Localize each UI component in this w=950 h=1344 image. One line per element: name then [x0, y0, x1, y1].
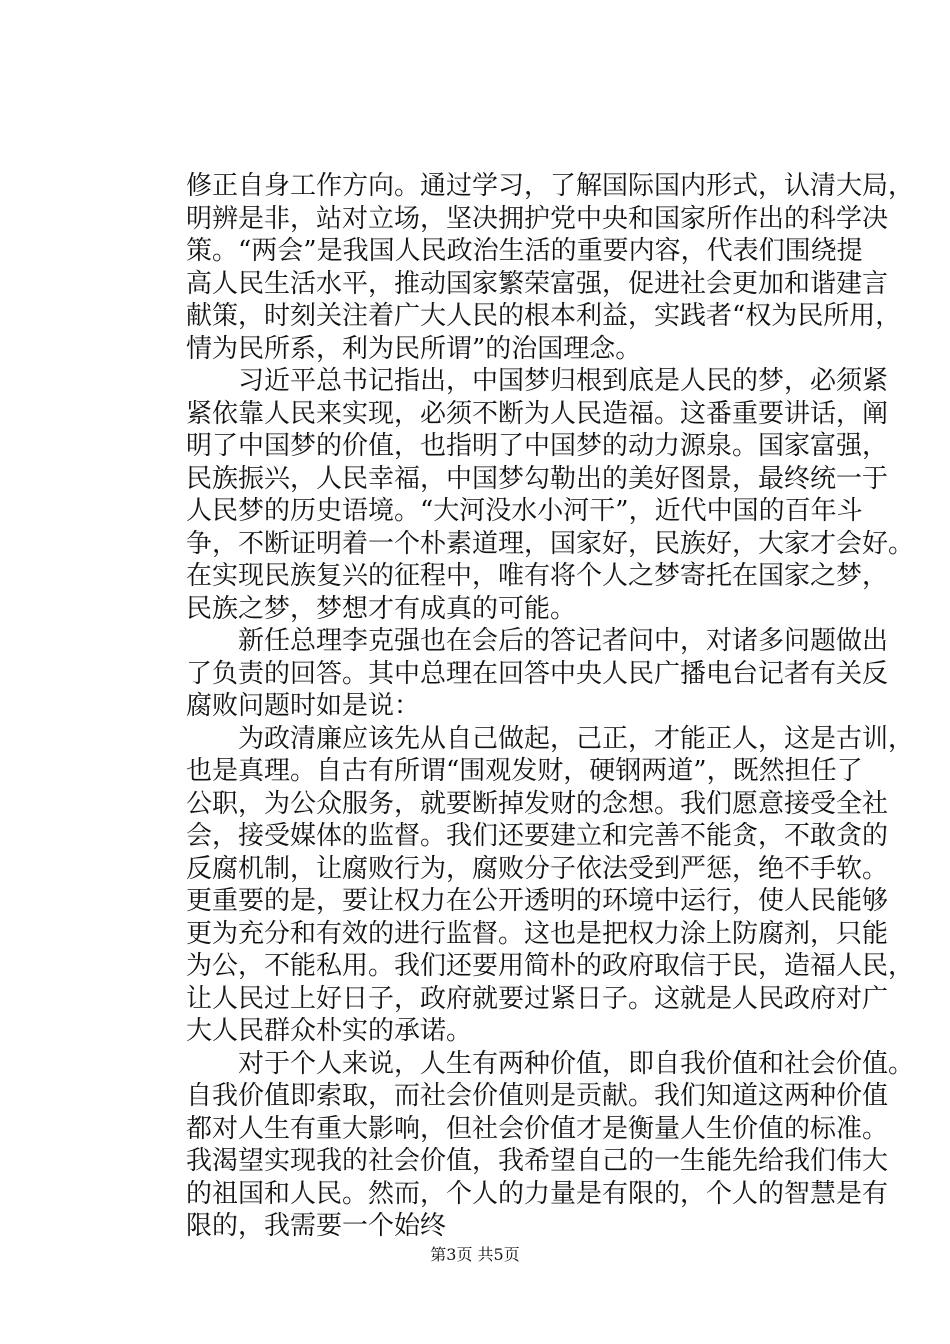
- text-line: 紧依靠人民来实现，必须不断为人民造福。这番重要讲话，阐: [186, 398, 889, 429]
- text-line: 会，接受媒体的监督。我们还要建立和完善不能贪，不敢贪的: [186, 821, 889, 851]
- text-line: 明辨是非，站对立场，坚决拥护党中央和国家所作出的科学决: [186, 203, 889, 234]
- text-line: 大人民群众朴实的承诺。: [186, 1016, 473, 1046]
- text-line: 的祖国和人民。然而，个人的力量是有限的，个人的智慧是有: [186, 1178, 889, 1209]
- text-line: 献策，时刻关注着广大人民的根本利益，实践者“权为民所用，: [186, 301, 902, 331]
- text-line: 更为充分和有效的进行监督。这也是把权力涂上防腐剂，只能: [186, 918, 889, 949]
- text-line: 修正自身工作方向。通过学习，了解国际国内形式，认清大局，: [186, 171, 915, 201]
- text-line: 腐败问题时如是说：: [186, 691, 421, 721]
- body-text: [186, 170, 915, 1243]
- text-line: 反腐机制，让腐败行为，腐败分子依法受到严惩，绝不手软。: [186, 853, 889, 884]
- text-line: 我渴望实现我的社会价值，我希望自己的一生能先给我们伟大: [186, 1146, 889, 1176]
- text-line: 了负责的回答。其中总理在回答中央人民广播电台记者有关反: [186, 658, 889, 689]
- text-line: 自我价值即索取，而社会价值则是贡献。我们知道这两种价值: [186, 1081, 889, 1111]
- text-line: 也是真理。自古有所谓“围观发财，硬钢两道”，既然担任了: [186, 756, 863, 786]
- text-line: 限的，我需要一个始终: [186, 1211, 447, 1241]
- text-line: 为政清廉应该先从自己做起，己正，才能正人，这是古训，: [186, 723, 915, 754]
- page-footer: 第3页 共5页: [430, 1245, 520, 1264]
- text-line: 争，不断证明着一个朴素道理，国家好，民族好，大家才会好。: [186, 528, 915, 559]
- text-line: 新任总理李克强也在会后的答记者问中，对诸多问题做出: [186, 626, 889, 656]
- text-line: 在实现民族复兴的征程中，唯有将个人之梦寄托在国家之梦，: [186, 561, 889, 591]
- text-line: 策。“两会”是我国人民政治生活的重要内容，代表们围绕提: [186, 236, 863, 266]
- text-line: 习近平总书记指出，中国梦归根到底是人民的梦，必须紧: [186, 366, 889, 396]
- text-line: 明了中国梦的价值，也指明了中国梦的动力源泉。国家富强，: [186, 431, 889, 461]
- text-line: 更重要的是，要让权力在公开透明的环境中运行，使人民能够: [186, 886, 889, 916]
- text-line: 都对人生有重大影响，但社会价值才是衡量人生价值的标准。: [186, 1113, 889, 1144]
- text-line: 民族之梦，梦想才有成真的可能。: [186, 593, 577, 624]
- text-line: 公职，为公众服务，就要断掉发财的念想。我们愿意接受全社: [186, 788, 889, 819]
- text-line: 高人民生活水平，推动国家繁荣富强，促进社会更加和谐建言: [186, 268, 889, 299]
- text-line: 对于个人来说，人生有两种价值，即自我价值和社会价值。: [186, 1048, 915, 1079]
- text-line: 让人民过上好日子，政府就要过紧日子。这就是人民政府对广: [186, 983, 889, 1014]
- text-line: 情为民所系，利为民所谓”的治国理念。: [186, 333, 642, 364]
- text-line: 人民梦的历史语境。“大河没水小河干”，近代中国的百年斗: [186, 496, 863, 526]
- text-line: 为公，不能私用。我们还要用简朴的政府取信于民，造福人民，: [186, 951, 915, 981]
- text-line: 民族振兴，人民幸福，中国梦勾勒出的美好图景，最终统一于: [186, 463, 889, 494]
